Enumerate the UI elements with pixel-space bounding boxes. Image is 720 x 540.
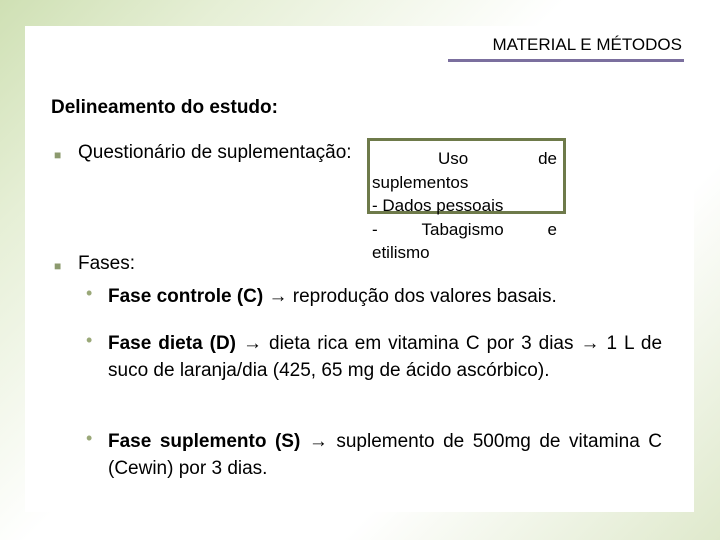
callout-line2: suplementos xyxy=(372,172,469,192)
phase-dieta xyxy=(108,330,662,384)
callout-line1-b: de xyxy=(538,149,557,168)
phase-suplemento-label: Fase suplemento (S) xyxy=(108,431,301,452)
callout-line4-b: Tabagismo xyxy=(421,219,504,239)
phase-dieta-desc2: 1 L de suco de laranja/dia (425, 65 mg de ácido ascórbico). xyxy=(108,333,663,381)
bullet-fases: Fases: xyxy=(78,253,136,274)
slide xyxy=(25,26,694,512)
header-title: MATERIAL E MÉTODOS xyxy=(492,35,682,54)
header-rule xyxy=(448,59,684,62)
callout-line3: - Dados pessoais xyxy=(372,196,504,215)
arrow-right-icon: → xyxy=(243,333,263,354)
arrow-right-icon: → xyxy=(268,286,288,307)
phase-dieta-desc: dieta rica em vitamina C por 3 dias xyxy=(262,333,581,354)
phase-controle-desc: reprodução dos valores basais. xyxy=(287,286,557,307)
round-bullet-icon: • xyxy=(86,283,93,303)
bullet-questionario: Questionário de suplementação: xyxy=(78,142,352,163)
square-bullet-icon: ■ xyxy=(54,148,62,162)
callout-line5: etilismo xyxy=(372,243,430,262)
callout-line4-c: e xyxy=(547,219,557,239)
phase-suplemento xyxy=(108,428,662,482)
section-heading: Delineamento do estudo: xyxy=(51,97,278,118)
callout-line4-a: - xyxy=(372,219,378,239)
round-bullet-icon: • xyxy=(86,330,93,350)
phase-suplemento-desc: suplemento de 500mg de vitamina C (Cewin) por 3 dias. xyxy=(108,431,662,479)
arrow-right-icon: → xyxy=(308,431,328,452)
callout-line1-a: Uso xyxy=(438,149,469,168)
square-bullet-icon: ■ xyxy=(54,259,62,273)
callout-text xyxy=(372,147,557,265)
phase-dieta-label: Fase dieta (D) xyxy=(108,333,237,354)
phase-controle-label: Fase controle (C) xyxy=(108,286,264,307)
arrow-right-icon: → xyxy=(580,333,600,354)
phase-controle xyxy=(108,283,662,310)
round-bullet-icon: • xyxy=(86,428,93,448)
